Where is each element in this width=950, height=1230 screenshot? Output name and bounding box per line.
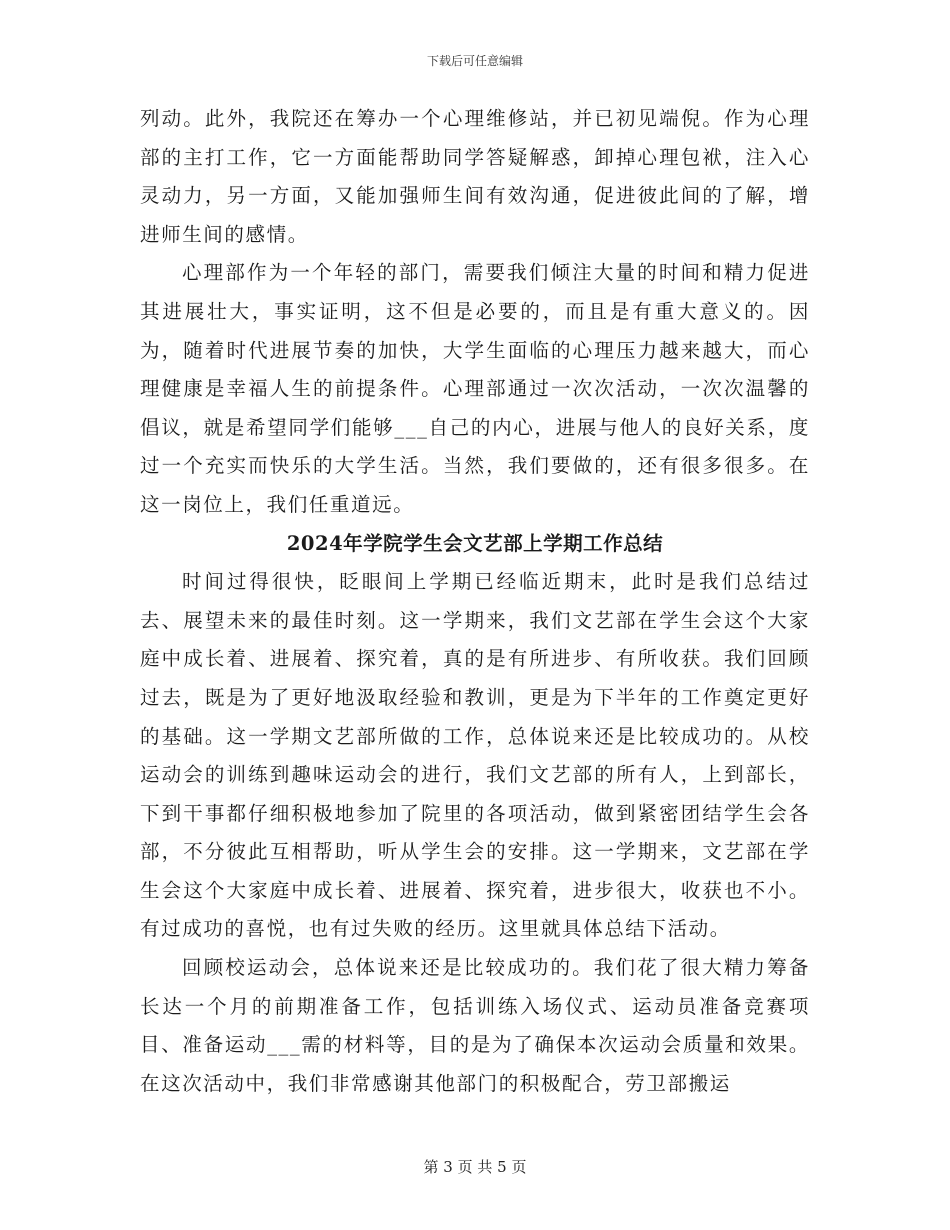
paragraph-psychology-department: 心理部作为一个年轻的部门，需要我们倾注大量的时间和精力促进其进展壮大，事实证明，这不但是必要的，而且是有重大意义的。因为，随着时代进展节奏的加快，大学生面临的心理压力越来越大，而心理健康是幸福人生的前提条件。心理部通过一次次活动，一次次温馨的倡议，就是希望同学们能够___自己的内心，进展与他人的良好关系，度过一个充实而快乐的大学生活。当然，我们要做的，还有很多很多。在这一岗位上，我们任重道远。 (140, 261, 810, 516)
page-header-note: 下载后可任意编辑 (426, 54, 523, 68)
section-title: 2024年学院学生会文艺部上学期工作总结 (286, 531, 664, 555)
paragraph-semester-summary: 时间过得很快，眨眼间上学期已经临近期末，此时是我们总结过去、展望未来的最佳时刻。这一学期来，我们文艺部在学生会这个大家庭中成长着、进展着、探究着，真的是有所进步、有所收获。我们回顾过去，既是为了更好地汲取经验和教训，更是为下半年的工作奠定更好的基础。这一学期文艺部所做的工作，总体说来还是比较成功的。从校运动会的训练到趣味运动会的进行，我们文艺部的所有人，上到部长，下到干事都仔细积极地参加了院里的各项活动，做到紧密团结学生会各部，不分彼此互相帮助，听从学生会的安排。这一学期来，文艺部在学生会这个大家庭中成长着、进展着、探究着，进步很大，收获也不小。有过成功的喜悦，也有过失败的经历。这里就具体总结下活动。 (140, 570, 810, 941)
paragraph-continued: 列动。此外，我院还在筹办一个心理维修站，并已初见端倪。作为心理部的主打工作，它一方面能帮助同学答疑解惑，卸掉心理包袱，注入心灵动力，另一方面，又能加强师生间有效沟通，促进彼此间的了解，增进师生间的感情。 (140, 107, 810, 246)
document-body (140, 100, 810, 1103)
paragraph-sports-meet-review: 回顾校运动会，总体说来还是比较成功的。我们花了很大精力筹备长达一个月的前期准备工作，包括训练入场仪式、运动员准备竞赛项目、准备运动___需的材料等，目的是为了确保本次运动会质量和效果。在这次活动中，我们非常感谢其他部门的积极配合，劳卫部搬运 (140, 956, 810, 1095)
page-number: 第 3 页 共 5 页 (423, 1158, 527, 1176)
